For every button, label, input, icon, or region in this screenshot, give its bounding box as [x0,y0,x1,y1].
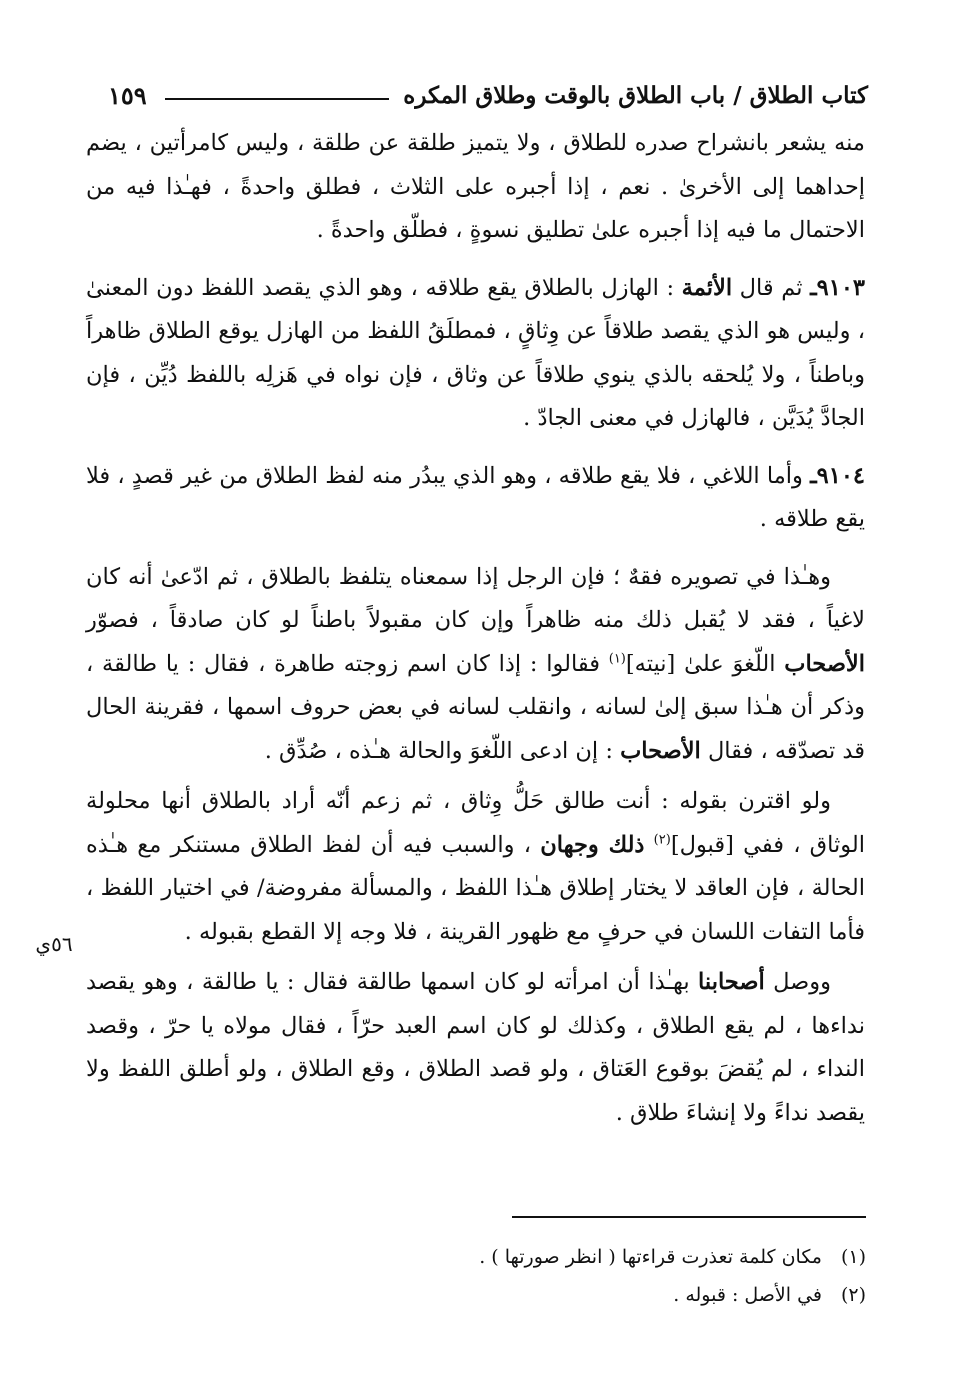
paragraph-text: ووصل [764,969,832,995]
paragraph-text: منه يشعر بانشراح صدره للطلاق ، ولا يتميز طلقة عن طلقة ، وليس كامرأتين ، يضم إحداهما إلى الأخرىٰ . نعم ، إذا أجبره على الثلاث ، فطلق واحدةً ، فهـٰذا فيه من الاحتمال ما فيه إذا أجبره علىٰ تطليق نسوةٍ ، فطلّق واحدةً . [86,130,865,243]
paragraph-text: فقالوا : إذا كان اسم زوجته طاهرة ، فقال : يا طالقة ، وذكر أن هـٰذا سبق إلىٰ لسانه ، وانقلب لسانه في بعض حروف اسمها ، فقرينة الحال قد تصدّقه ، فقال [86,650,865,764]
header-rule [165,98,390,100]
footnote-text: في الأصل : قبوله . [673,1284,822,1306]
footnote-item [300,1276,866,1314]
footnote-number: (٢) [840,1284,866,1306]
bold-term: الأئمة [681,274,733,301]
bold-term: أصحابنا [698,969,765,995]
manuscript-folio-note: ٥٦ي [35,932,73,956]
footnote-text: مكان كلمة تعذرت قراءتها ( انظر صورتها ) . [479,1246,822,1268]
paragraph-lagho-explanation [86,556,865,774]
running-header [108,78,868,114]
bold-term: الأصحاب [784,650,866,677]
paragraph-text: ، والسبب فيه أن لفظ الطلاق مستنكر مع هـٰذه الحالة ، فإن العاقد لا يختار إطلاق هـٰذا اللفظ ، والمسألة مفروضة/ في اختيار اللفظ ، فأما التفات اللسان في حرفٍ مع ظهور القرينة ، فلا وجه إلا القطع بقبوله . [86,831,865,945]
paragraph-9104 [86,455,865,542]
paragraph-text: : إن ادعى اللّغوَ والحالة هـٰذه ، صُدِّق . [264,737,621,764]
running-title: كتاب الطلاق / باب الطلاق بالوقت وطلاق المكره [403,82,868,109]
paragraph-text: بهـٰذا أن امرأته لو كان اسمها طالقة فقال : يا طالقة ، وهو يقصد نداءها ، لم يقع الطلاق ، وكذلك لو كان اسم العبد حرّاً ، فقال مولاه يا حرّ ، وقصد النداء ، لم يُقضَ بوقوع العَتاق ، ولو قصد الطلاق ، وقع الطلاق ، ولو أطلق اللفظ ولا يقصد نداءً ولا إنشاءَ طلاق . [86,969,865,1126]
paragraph-text: ولو اقترن بقوله : أنت طالق حَلُّ وِثاق ، ثم زعم أنّه أراد بالطلاق أنها محلولة الوثاق ، ففي [قبول] [86,788,865,858]
paragraph-nida [86,961,865,1135]
paragraph-number: ٩١٠٤ـ [810,462,866,489]
paragraph-text [644,832,653,858]
footnote-number: (١) [840,1246,866,1268]
footnote-item [300,1238,866,1276]
paragraph-continuation [86,122,865,253]
paragraph-wathaq [86,780,865,954]
paragraph-text: وهـٰذا في تصويره فقهٌ ؛ فإن الرجل إذا سمعناه يتلفظ بالطلاق ، ثم ادّعىٰ أنه كان لاغياً ، فقد لا يُقبل ذلك منه ظاهراً وإن كان مقبولاً باطناً لو كان صادقاً ، فصوّر [86,563,865,633]
paragraph-number: ٩١٠٣ـ [810,274,865,301]
body-text [86,122,865,1135]
paragraph-text: اللّغوَ علىٰ [نيته] [625,650,785,677]
paragraph-9103 [86,267,865,441]
footnote-divider [512,1216,866,1218]
bold-term: الأصحاب [620,737,701,764]
paragraph-text: ثم قال [732,274,811,301]
paragraph-text: : الهازل بالطلاق يقع طلاقه ، وهو الذي يقصد اللفظ دون المعنىٰ ، وليس هو الذي يقصد طلاقاً عن وِثاقٍ ، فمطلَقُ اللفظ من الهازل يوقع الطلاق ظاهراً وباطناً ، ولا يُلحقه بالذي ينوي طلاقاً عن وثاق ، فإن نواه في هَزلِه باللفظ دُيِّن ، فإن الجادَّ يُدَيَّن ، فالهازل في معنى الجادّ . [86,274,865,431]
footnote-marker[interactable]: (١) [608,651,626,666]
footnote-marker[interactable]: (٢) [653,832,671,847]
page-number: ١٥٩ [108,81,147,110]
footnotes [300,1238,866,1314]
paragraph-text: وأما اللاغي ، فلا يقع طلاقه ، وهو الذي يبدُر منه لفظ الطلاق من غير قصدٍ ، فلا يقع طلاقه . [86,462,865,532]
bold-term: ذلك وجهان [540,831,645,858]
